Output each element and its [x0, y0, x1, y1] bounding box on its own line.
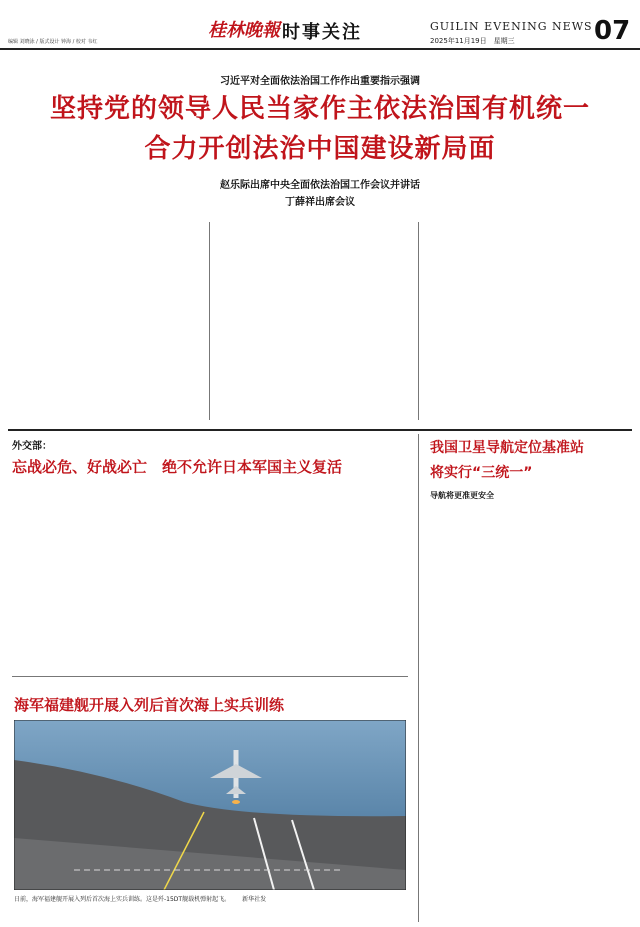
story2-column-1	[12, 482, 202, 664]
story4-column	[430, 514, 628, 914]
carrier-jet-photo	[14, 720, 406, 890]
story3-caption	[14, 894, 414, 903]
column-divider	[209, 222, 210, 420]
story2-kicker: 外交部：	[12, 441, 52, 452]
story1-column-1	[12, 218, 202, 424]
section-title: 时事关注	[282, 22, 362, 43]
page-number: 07	[594, 16, 631, 46]
story1-headline-line2: 合力开创法治中国建设新局面	[144, 134, 496, 164]
story1-kicker: 习近平对全面依法治国工作作出重要指示强调	[220, 76, 420, 87]
issue-date: 2025年11月19日 星期三	[430, 37, 515, 45]
story1-headline-line1: 坚持党的领导人民当家作主依法治国有机统一	[49, 94, 590, 124]
caption-text: 日前，海军福建舰开展入列后首次海上实兵训练。这是歼-15DT舰载机弹射起飞。	[14, 896, 231, 903]
story4-kicker: 导航将更准更安全	[430, 491, 494, 500]
story4-headline-line2: 将实行“三统一”	[430, 465, 533, 481]
newspaper-logo: 桂林晚報	[208, 20, 280, 41]
photo-credit: 新华社发	[242, 896, 267, 903]
story1-byline: 丁薛祥出席会议	[285, 197, 355, 208]
story1-column-3	[425, 218, 625, 424]
section-rule	[8, 429, 632, 431]
story2-column-2	[214, 482, 406, 664]
section-divider	[12, 676, 408, 677]
column-divider	[418, 222, 419, 420]
editors-line: 编辑 刘晓泳 / 版式设计 钟海 / 校对 韦红	[8, 39, 98, 45]
story1-column-2	[217, 218, 412, 424]
story2-headline: 忘战必危、好战必亡 绝不允许日本军国主义复活	[12, 458, 343, 476]
story3-headline: 海军福建舰开展入列后首次海上实兵训练	[14, 696, 285, 714]
english-title: GUILIN EVENING NEWS	[430, 20, 593, 33]
story1-subhead: 赵乐际出席中央全面依法治国工作会议并讲话	[220, 180, 420, 191]
column-divider	[418, 434, 419, 922]
story4-headline-line1: 我国卫星导航定位基准站	[430, 440, 584, 456]
